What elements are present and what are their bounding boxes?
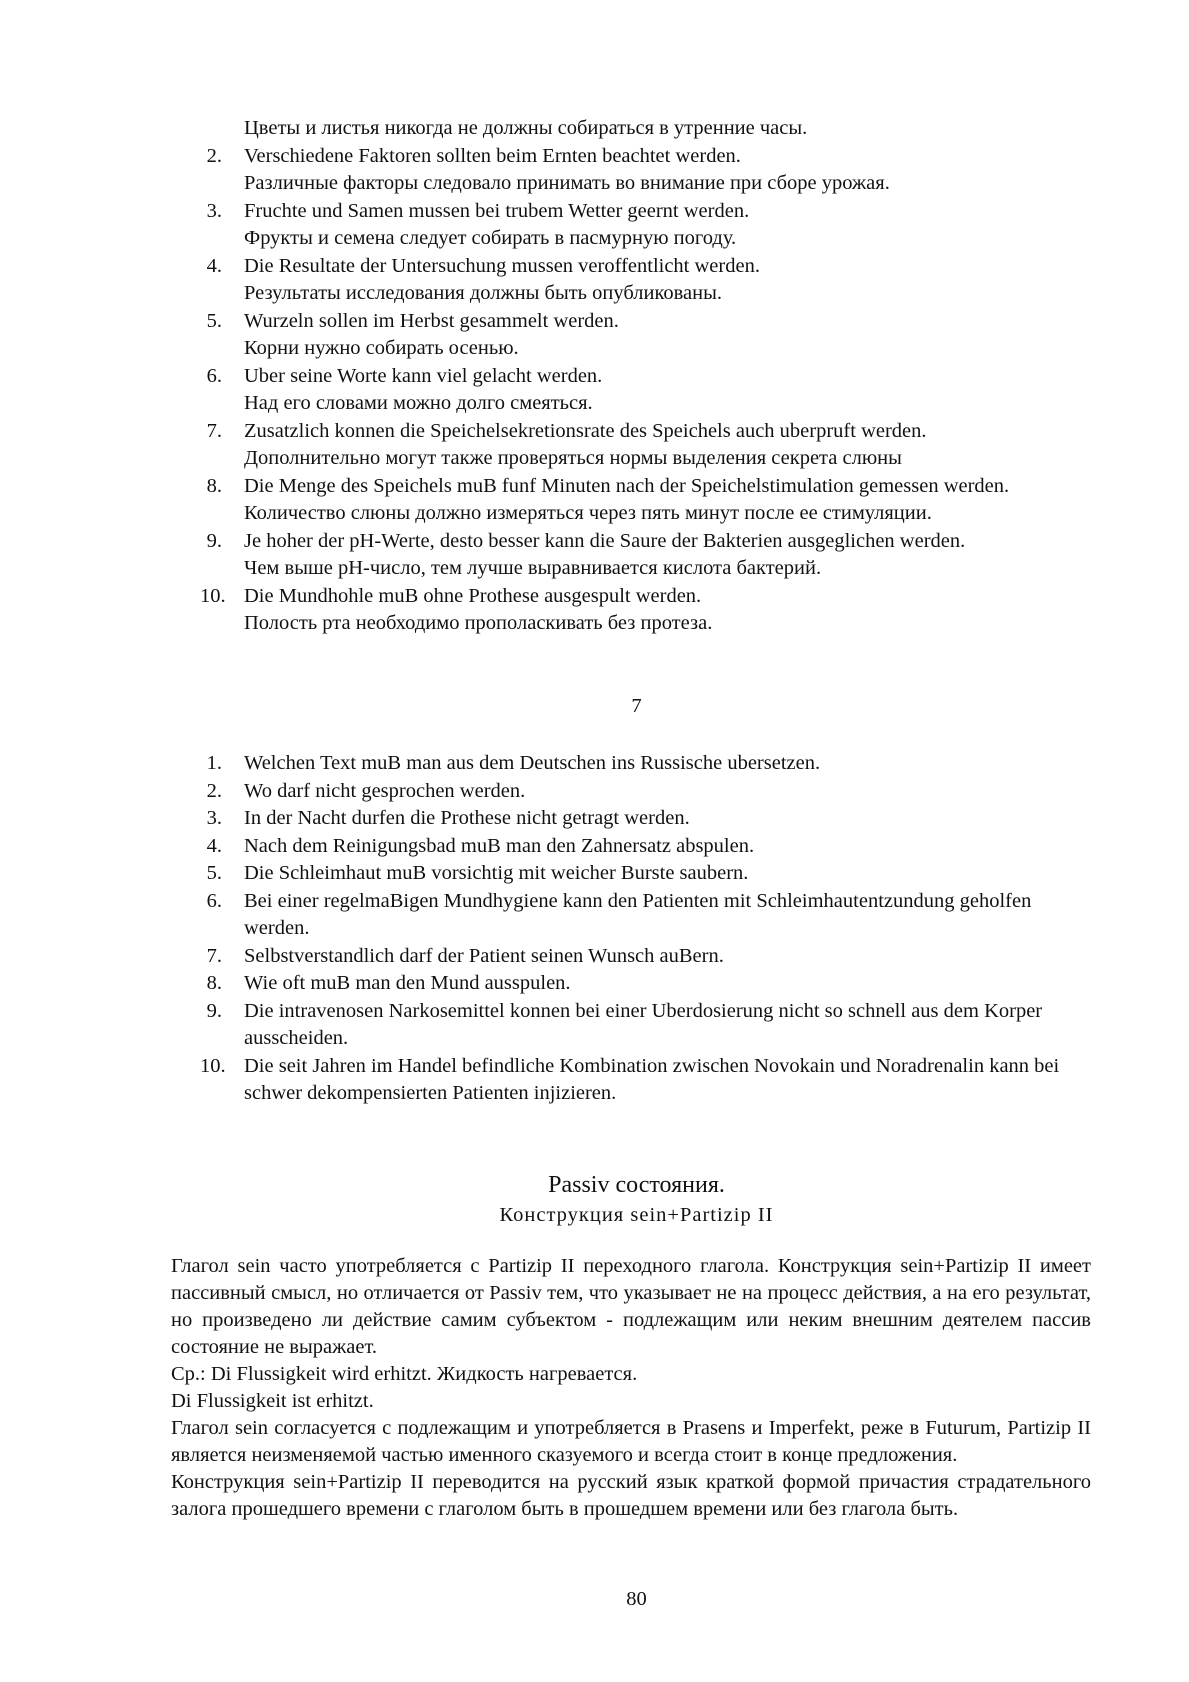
section-heading: Passiv состояния.	[548, 1172, 725, 1198]
paragraph: Глагол sein согласуется с подлежащим и употребляется в Prasens и Imperfekt, реже в Futurum, Partizip II является неизменяемой частью именного сказуемого и всегда стоит в конце предложения.	[171, 1417, 1091, 1466]
item-number: 7.	[206, 419, 222, 442]
list-item	[200, 418, 1100, 473]
item-number: 3.	[206, 199, 222, 222]
list-item	[200, 998, 1100, 1053]
german-sentence: Die Resultate der Untersuchung mussen veroffentlicht werden.	[244, 254, 760, 277]
list-item	[200, 750, 1100, 778]
german-sentence: Selbstverstandlich darf der Patient seinen Wunsch auBern.	[244, 944, 724, 967]
german-sentence: Die Mundhohle muB ohne Prothese ausgespult werden.	[244, 584, 702, 607]
list-item	[200, 970, 1100, 998]
list-item	[200, 778, 1100, 806]
german-sentence: Verschiedene Faktoren sollten beim Ernten beachtet werden.	[244, 144, 741, 167]
german-sentence: Wie oft muB man den Mund ausspulen.	[244, 972, 571, 994]
german-sentence: Uber seine Worte kann viel gelacht werden.	[244, 364, 603, 387]
list-item	[200, 1053, 1100, 1108]
explanation-text	[171, 1253, 1091, 1523]
list-item	[200, 115, 1100, 143]
item-number: 2.	[206, 144, 222, 167]
section-number: 7	[631, 695, 642, 717]
russian-translation: Чем выше pH-число, тем лучше выравнивается кислота бактерий.	[244, 557, 822, 579]
list-item	[200, 528, 1100, 583]
russian-translation: Различные факторы следовало принимать во внимание при сборе урожая.	[244, 172, 890, 194]
item-number: 2.	[206, 779, 222, 802]
item-number: 4.	[206, 834, 222, 857]
exercise-list-german	[200, 750, 1100, 1108]
item-number: 5.	[206, 309, 222, 332]
item-number: 8.	[206, 474, 222, 497]
list-item	[200, 143, 1100, 198]
german-sentence: Wo darf nicht gesprochen werden.	[244, 779, 526, 802]
russian-translation: Корни нужно собирать осенью.	[244, 337, 519, 359]
german-sentence: Zusatzlich konnen die Speichelsekretionsrate des Speichels auch uberpruft werden.	[244, 419, 927, 442]
paragraph: Конструкция sein+Partizip II переводится на русский язык краткой формой причастия страдательного залога прошедшего времени с глаголом быть в прошедшем времени или без глагола быть.	[171, 1471, 1091, 1520]
russian-translation: Результаты исследования должны быть опубликованы.	[244, 282, 723, 304]
list-item	[200, 583, 1100, 638]
russian-translation: Дополнительно могут также проверяться нормы выделения секрета слюны	[244, 447, 902, 469]
list-item	[200, 833, 1100, 861]
item-number: 4.	[206, 254, 222, 277]
german-sentence: Bei einer regelmaBigen Mundhygiene kann den Patienten mit Schleimhautentzundung geholfen werden.	[244, 889, 1032, 939]
continuation-line: Цветы и листья никогда не должны собираться в утренние часы.	[244, 117, 808, 139]
paragraph: Di Flussigkeit ist erhitzt.	[171, 1390, 374, 1412]
german-sentence: Fruchte und Samen mussen bei trubem Wetter geernt werden.	[244, 199, 750, 222]
item-number: 8.	[206, 972, 222, 994]
paragraph: Глагол sein часто употребляется с Partizip II переходного глагола. Конструкция sein+Partizip II имеет пассивный смысл, но отличается от Passiv тем, что указывает не на процесс действия, а на его результат, но произведено ли действие самим субъектом - подлежащим или неким внешним деятелем пассив состояние не выражает.	[171, 1255, 1091, 1358]
item-number: 9.	[206, 999, 222, 1022]
item-number: 3.	[206, 807, 222, 829]
russian-translation: Полость рта необходимо прополаскивать без протеза.	[244, 612, 713, 634]
german-sentence: Die seit Jahren im Handel befindliche Kombination zwischen Novokain und Noradrenalin kann bei schwer dekompensierten Patienten injizieren.	[244, 1054, 1060, 1104]
item-number: 6.	[206, 889, 222, 912]
exercise-list-translations	[200, 115, 1100, 638]
german-sentence: In der Nacht durfen die Prothese nicht getragt werden.	[244, 807, 690, 829]
item-number: 9.	[206, 529, 222, 552]
list-item	[200, 943, 1100, 971]
list-item	[200, 888, 1100, 943]
page-number: 80	[626, 1588, 647, 1610]
section-subheading: Конструкция sein+Partizip II	[499, 1204, 774, 1226]
german-sentence: Die Menge des Speichels muB funf Minuten nach der Speichelstimulation gemessen werden.	[244, 474, 1010, 497]
list-item	[200, 363, 1100, 418]
item-number: 10.	[200, 584, 226, 607]
item-number: 5.	[206, 862, 222, 884]
russian-translation: Количество слюны должно измеряться через пять минут после ее стимуляции.	[244, 502, 932, 524]
german-sentence: Die intravenosen Narkosemittel konnen bei einer Uberdosierung nicht so schnell aus dem Korper ausscheiden.	[244, 999, 1043, 1049]
list-item	[200, 198, 1100, 253]
paragraph: Ср.: Di Flussigkeit wird erhitzt. Жидкость нагревается.	[171, 1363, 638, 1385]
list-item	[200, 473, 1100, 528]
german-sentence: Die Schleimhaut muB vorsichtig mit weicher Burste saubern.	[244, 862, 749, 884]
item-number: 10.	[200, 1054, 226, 1077]
item-number: 1.	[206, 752, 222, 774]
list-item	[200, 308, 1100, 363]
german-sentence: Wurzeln sollen im Herbst gesammelt werden.	[244, 309, 619, 332]
german-sentence: Welchen Text muB man aus dem Deutschen ins Russische ubersetzen.	[244, 752, 821, 774]
german-sentence: Nach dem Reinigungsbad muB man den Zahnersatz abspulen.	[244, 834, 755, 857]
russian-translation: Над его словами можно долго смеяться.	[244, 392, 593, 414]
list-item	[200, 805, 1100, 833]
item-number: 6.	[206, 364, 222, 387]
item-number: 7.	[206, 944, 222, 967]
list-item	[200, 860, 1100, 888]
list-item	[200, 253, 1100, 308]
russian-translation: Фрукты и семена следует собирать в пасмурную погоду.	[244, 227, 737, 249]
german-sentence: Je hoher der pH-Werte, desto besser kann die Saure der Bakterien ausgeglichen werden.	[244, 529, 966, 552]
